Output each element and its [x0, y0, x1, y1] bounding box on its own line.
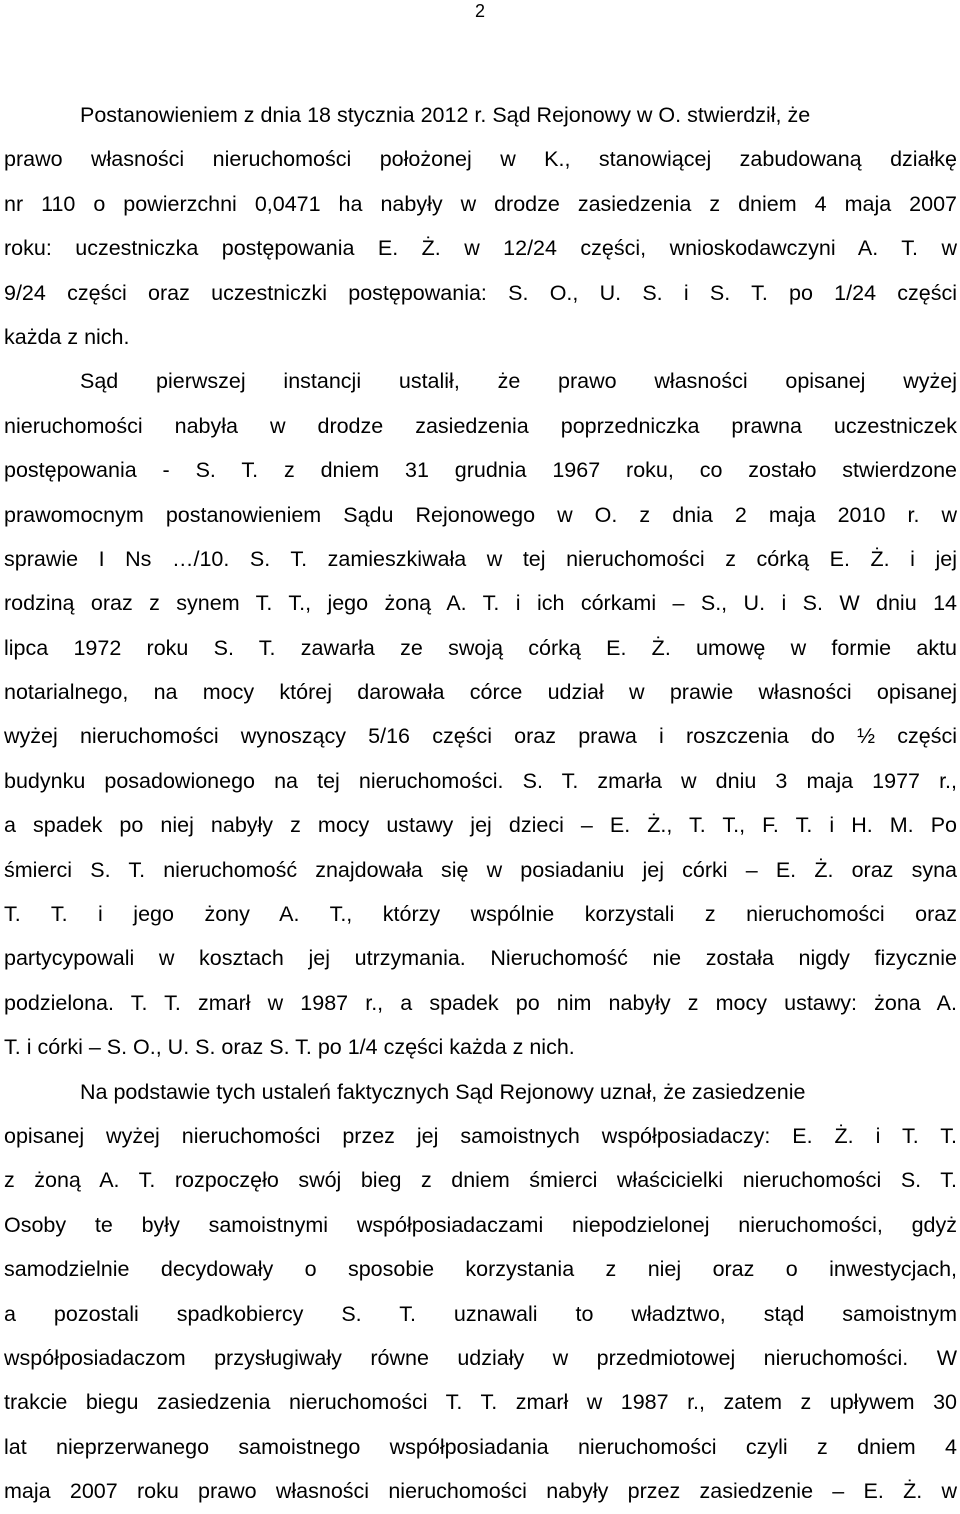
text-line: każda z nich.	[4, 324, 130, 349]
text-line: T. T. i jego żony A. T., którzy wspólnie korzystali z nieruchomości oraz	[4, 902, 957, 927]
text-line: rodziną oraz z synem T. T., jego żoną A. T. i ich córkami – S., U. i S. W dniu 14	[4, 591, 957, 616]
text-line: prawo własności nieruchomości położonej w K., stanowiącej zabudowaną działkę	[4, 147, 957, 172]
text-line: wyżej nieruchomości wynoszący 5/16 części oraz prawa i roszczenia do ½ części	[4, 724, 957, 749]
text-line: śmierci S. T. nieruchomość znajdowała się w posiadaniu jej córki – E. Ż. oraz syna	[4, 857, 957, 882]
text-line: 9/24 części oraz uczestniczki postępowania: S. O., U. S. i S. T. po 1/24 części	[4, 280, 957, 305]
text-line: maja 2007 roku prawo własności nieruchomości nabyły przez zasiedzenie – E. Ż. w	[4, 1479, 957, 1504]
text-line: postępowania - S. T. z dniem 31 grudnia 1967 roku, co zostało stwierdzone	[4, 458, 957, 483]
text-line: Osoby te były samoistnymi współposiadaczami niepodzielonej nieruchomości, gdyż	[4, 1212, 957, 1237]
page-number: 2	[474, 1, 485, 21]
text-line: a spadek po niej nabyły z mocy ustawy jej dzieci – E. Ż., T. T., F. T. i H. M. Po	[4, 813, 957, 838]
text-line: Postanowieniem z dnia 18 stycznia 2012 r. Sąd Rejonowy w O. stwierdził, że	[80, 103, 811, 127]
text-line: nieruchomości nabyła w drodze zasiedzenia poprzedniczka prawna uczestniczek	[4, 413, 957, 438]
text-line: sprawie I Ns …/10. S. T. zamieszkiwała w tej nieruchomości z córką E. Ż. i jej	[4, 546, 957, 571]
text-line: prawomocnym postanowieniem Sądu Rejonowego w O. z dnia 2 maja 2010 r. w	[4, 502, 957, 527]
text-line: notarialnego, na mocy której darowała córce udział w prawie własności opisanej	[4, 680, 957, 705]
text-line: podzielona. T. T. zmarł w 1987 r., a spadek po nim nabyły z mocy ustawy: żona A.	[4, 990, 957, 1015]
text-line: trakcie biegu zasiedzenia nieruchomości T. T. zmarł w 1987 r., zatem z upływem 30	[4, 1390, 957, 1415]
text-line: budynku posadowionego na tej nieruchomości. S. T. zmarła w dniu 3 maja 1977 r.,	[4, 768, 957, 793]
text-line: roku: uczestniczka postępowania E. Ż. w 12/24 części, wnioskodawczyni A. T. w	[4, 236, 957, 261]
text-line: opisanej wyżej nieruchomości przez jej samoistnych współposiadaczy: E. Ż. i T. T.	[4, 1123, 957, 1148]
text-line: Na podstawie tych ustaleń faktycznych Sąd Rejonowy uznał, że zasiedzenie	[80, 1079, 806, 1104]
text-line: T. i córki – S. O., U. S. oraz S. T. po 1/4 części każda z nich.	[4, 1035, 575, 1060]
text-line: partycypowali w kosztach jej utrzymania. Nieruchomość nie została nigdy fizycznie	[4, 946, 957, 971]
text-line: Sąd pierwszej instancji ustalił, że prawo własności opisanej wyżej	[80, 369, 957, 394]
text-line: samodzielnie decydowały o sposobie korzystania z niej oraz o inwestycjach,	[4, 1257, 957, 1282]
document-body	[4, 93, 957, 1514]
text-line: z żoną A. T. rozpoczęło swój bieg z dniem śmierci właścicielki nieruchomości S. T.	[4, 1168, 957, 1193]
text-line: lat nieprzerwanego samoistnego współposiadania nieruchomości czyli z dniem 4	[4, 1434, 957, 1459]
text-line: a pozostali spadkobiercy S. T. uznawali to władztwo, stąd samoistnym	[4, 1301, 957, 1326]
text-line: lipca 1972 roku S. T. zawarła ze swoją córką E. Ż. umowę w formie aktu	[4, 635, 957, 660]
text-line: współposiadaczom przysługiwały równe udziały w przedmiotowej nieruchomości. W	[4, 1345, 957, 1370]
text-line: nr 110 o powierzchni 0,0471 ha nabyły w drodze zasiedzenia z dniem 4 maja 2007	[4, 191, 957, 216]
